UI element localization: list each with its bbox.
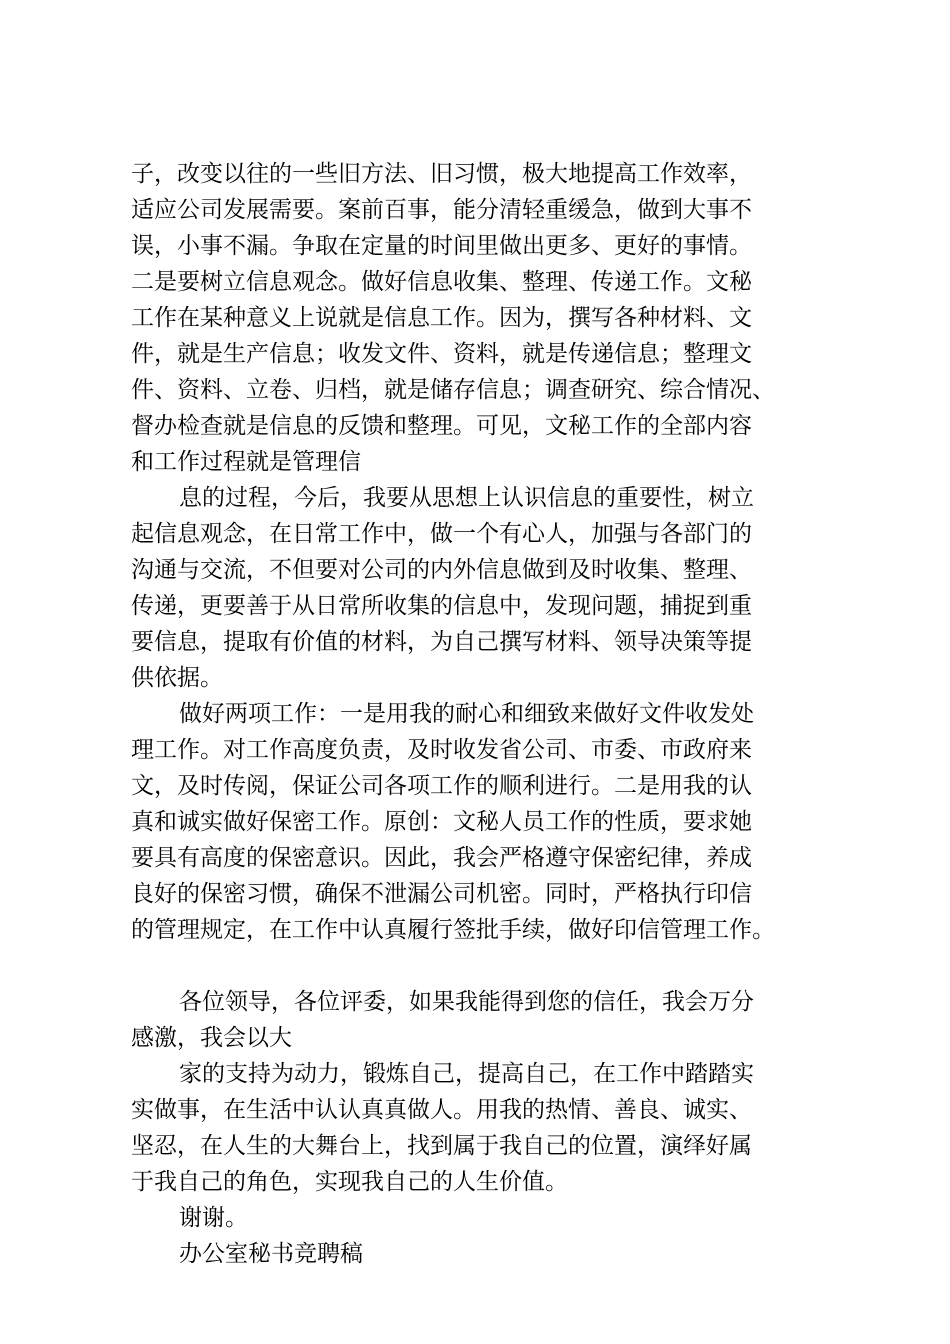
text-line: 谢谢。 [179,1205,248,1231]
text-line: 良好的保密习惯，确保不泄漏公司机密。同时，严格执行印信 [131,881,752,907]
text-line: 感激，我会以大 [131,1025,292,1051]
text-line: 适应公司发展需要。案前百事，能分清轻重缓急，做到大事不 [131,197,752,223]
text-line: 和工作过程就是管理信 [131,449,361,475]
document-body [131,156,851,1272]
text-line: 子，改变以往的一些旧方法、旧习惯，极大地提高工作效率， [131,161,752,187]
paragraph-thanks [131,1200,851,1236]
paragraph-two-tasks [131,696,851,948]
text-line: 误，小事不漏。争取在定量的时间里做出更多、更好的事情。 [131,233,752,259]
text-line: 坚忍，在人生的大舞台上，找到属于我自己的位置，演绎好属 [131,1133,752,1159]
text-line: 的管理规定，在工作中认真履行签批手续，做好印信管理工作。 [131,917,775,943]
text-line: 理工作。对工作高度负责，及时收发省公司、市委、市政府来 [131,737,752,763]
paragraph-information-work [131,156,851,480]
text-line: 做好两项工作：一是用我的耐心和细致来做好文件收发处 [179,701,754,727]
text-line: 起信息观念，在日常工作中，做一个有心人，加强与各部门的 [131,521,752,547]
text-line: 办公室秘书竞聘稿 [179,1241,363,1267]
paragraph-information-process [131,480,851,696]
text-line: 实做事，在生活中认认真真做人。用我的热情、善良、诚实、 [131,1097,752,1123]
text-line: 沟通与交流，不但要对公司的内外信息做到及时收集、整理、 [131,557,752,583]
text-line: 各位领导，各位评委，如果我能得到您的信任，我会万分 [179,989,754,1015]
text-line: 要具有高度的保密意识。因此，我会严格遵守保密纪律，养成 [131,845,752,871]
text-line: 于我自己的角色，实现我自己的人生价值。 [131,1169,568,1195]
text-line: 件、资料、立卷、归档，就是储存信息；调查研究、综合情况、 [131,377,775,403]
text-line: 文，及时传阅，保证公司各项工作的顺利进行。二是用我的认 [131,773,752,799]
text-line: 要信息，提取有价值的材料，为自己撰写材料、领导决策等提 [131,629,752,655]
paragraph-appeal [131,984,851,1056]
blank-line [131,948,851,984]
text-line: 供依据。 [131,665,223,691]
text-line: 工作在某种意义上说就是信息工作。因为，撰写各种材料、文 [131,305,752,331]
text-line: 二是要树立信息观念。做好信息收集、整理、传递工作。文秘 [131,269,752,295]
text-line: 家的支持为动力，锻炼自己，提高自己，在工作中踏踏实 [179,1061,754,1087]
text-line: 督办检查就是信息的反馈和整理。可见，文秘工作的全部内容 [131,413,752,439]
text-line: 件，就是生产信息；收发文件、资料，就是传递信息；整理文 [131,341,752,367]
paragraph-closing [131,1056,851,1200]
paragraph-document-title [131,1236,851,1272]
text-line: 真和诚实做好保密工作。原创：文秘人员工作的性质，要求她 [131,809,752,835]
text-line: 传递，更要善于从日常所收集的信息中，发现问题，捕捉到重 [131,593,752,619]
text-line: 息的过程，今后，我要从思想上认识信息的重要性，树立 [179,485,754,511]
